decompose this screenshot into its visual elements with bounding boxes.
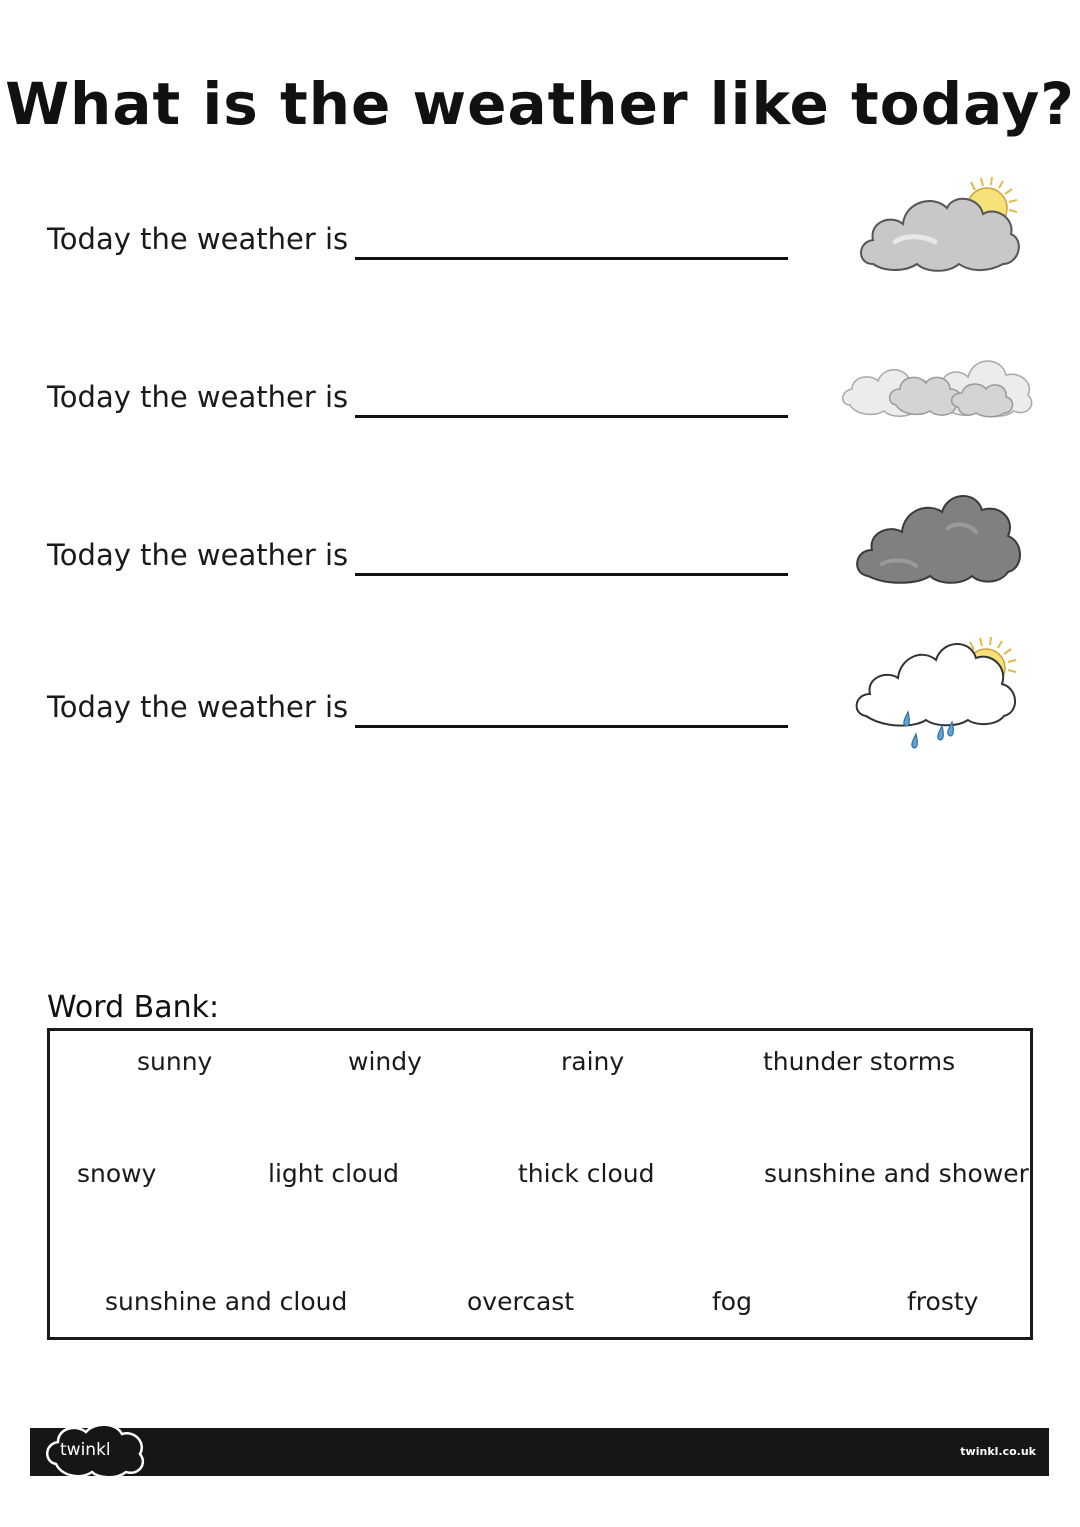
word-bank-item: frosty xyxy=(907,1287,979,1316)
footer-bar xyxy=(30,1428,1049,1476)
word-bank-item: thunder storms xyxy=(763,1047,956,1076)
prompt-label: Today the weather is xyxy=(47,222,349,256)
thick-cloud-icon xyxy=(852,488,1027,588)
word-bank-item: sunshine and cloud xyxy=(105,1287,348,1316)
sunshine-and-shower-icon xyxy=(852,630,1027,760)
word-bank-title: Word Bank: xyxy=(47,990,220,1025)
word-bank-item: thick cloud xyxy=(518,1159,655,1188)
word-bank-box xyxy=(47,1028,1033,1340)
prompt-label: Today the weather is xyxy=(47,380,349,414)
footer-url[interactable]: twinkl.co.uk xyxy=(960,1445,1036,1458)
prompt-row-1 xyxy=(47,200,807,260)
word-bank-item: sunny xyxy=(137,1047,213,1076)
word-bank-item: light cloud xyxy=(268,1159,400,1188)
page-title: What is the weather like today? xyxy=(5,70,1075,138)
logo-text: twinkl xyxy=(60,1440,111,1460)
prompt-row-4 xyxy=(47,668,807,728)
word-bank-item: overcast xyxy=(467,1287,575,1316)
prompt-label: Today the weather is xyxy=(47,690,349,724)
word-bank-item: windy xyxy=(348,1047,422,1076)
prompt-row-3 xyxy=(47,516,807,576)
prompt-row-2 xyxy=(47,358,807,418)
answer-line[interactable] xyxy=(355,415,788,418)
word-bank-item: snowy xyxy=(77,1159,157,1188)
word-bank-item: fog xyxy=(712,1287,752,1316)
answer-line[interactable] xyxy=(355,573,788,576)
word-bank-item: rainy xyxy=(561,1047,625,1076)
word-bank-item: sunshine and shower xyxy=(764,1159,1029,1188)
answer-line[interactable] xyxy=(355,257,788,260)
light-cloud-icon xyxy=(840,345,1040,425)
prompt-label: Today the weather is xyxy=(47,538,349,572)
answer-line[interactable] xyxy=(355,725,788,728)
sun-behind-cloud-icon xyxy=(855,172,1025,282)
